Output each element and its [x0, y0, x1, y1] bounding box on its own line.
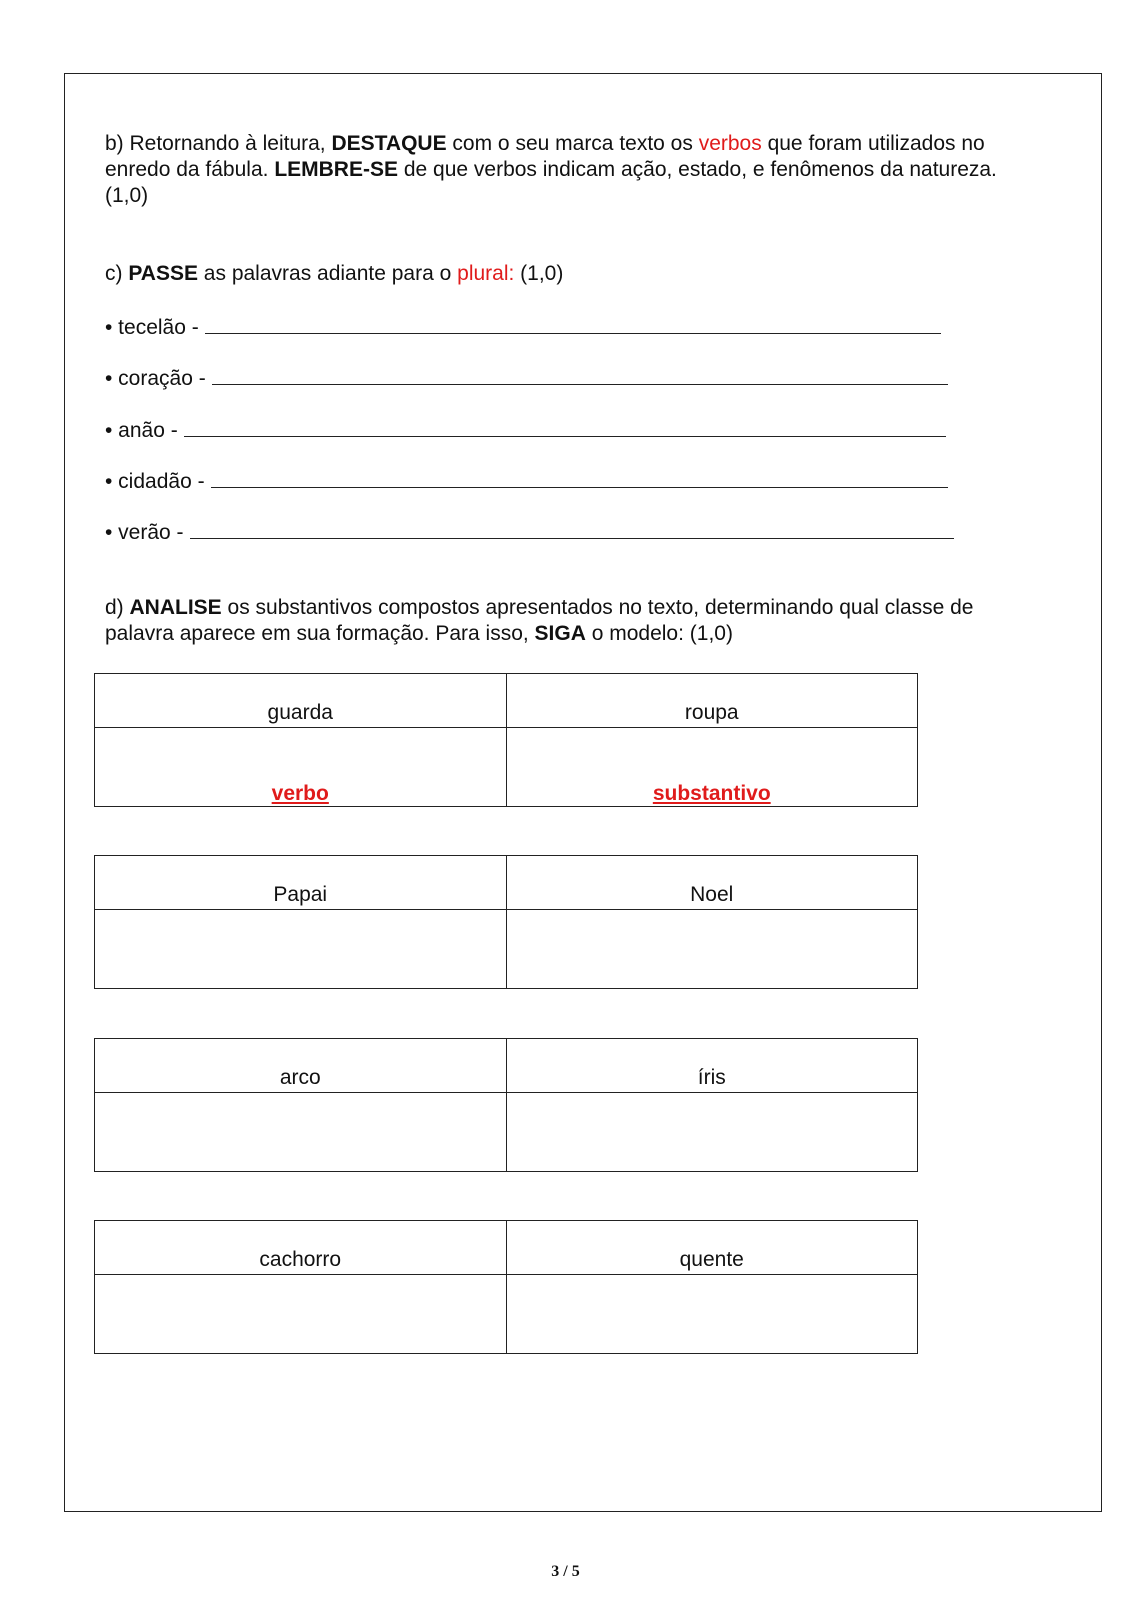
word-cell: Papai [95, 856, 507, 910]
answer-line[interactable] [212, 364, 948, 385]
compound-table [94, 1220, 918, 1354]
answer-text: verbo [271, 782, 329, 805]
plural-item: • cidadão - [105, 467, 948, 495]
answer-text: substantivo [652, 782, 771, 805]
question-c: c) PASSE as palavras adiante para o plural: (1,0) [105, 262, 564, 285]
plural-item: • anão - [105, 416, 946, 444]
answer-cell[interactable] [506, 910, 918, 989]
compound-table [94, 1038, 918, 1172]
answer-line[interactable] [184, 416, 946, 437]
word-cell: íris [506, 1039, 918, 1093]
answer-cell[interactable] [95, 728, 507, 807]
answer-cell[interactable] [95, 910, 507, 989]
plural-item: • tecelão - [105, 313, 941, 341]
answer-cell[interactable] [506, 1275, 918, 1354]
question-d: d) ANALISE os substantivos compostos apresentados no texto, determinando qual classe de palavra aparece em sua formação. Para isso, SIGA o modelo: (1,0) [105, 596, 974, 645]
answer-line[interactable] [205, 313, 941, 334]
plural-item: • coração - [105, 364, 948, 392]
word-cell: cachorro [95, 1221, 507, 1275]
word-cell: arco [95, 1039, 507, 1093]
answer-cell[interactable] [95, 1275, 507, 1354]
word-cell: roupa [506, 674, 918, 728]
answer-cell[interactable] [506, 1093, 918, 1172]
question-b: b) Retornando à leitura, DESTAQUE com o seu marca texto os verbos que foram utilizados no enredo da fábula. LEMBRE-SE de que verbos indicam ação, estado, e fenômenos da natureza. (1,0) [105, 132, 997, 207]
compound-table [94, 855, 918, 989]
answer-cell[interactable] [506, 728, 918, 807]
plural-item: • verão - [105, 518, 954, 546]
word-cell: Noel [506, 856, 918, 910]
answer-line[interactable] [190, 518, 954, 539]
answer-line[interactable] [211, 467, 948, 488]
word-cell: quente [506, 1221, 918, 1275]
page-number: 3 / 5 [551, 1563, 580, 1580]
answer-cell[interactable] [95, 1093, 507, 1172]
compound-table [94, 673, 918, 807]
word-cell: guarda [95, 674, 507, 728]
